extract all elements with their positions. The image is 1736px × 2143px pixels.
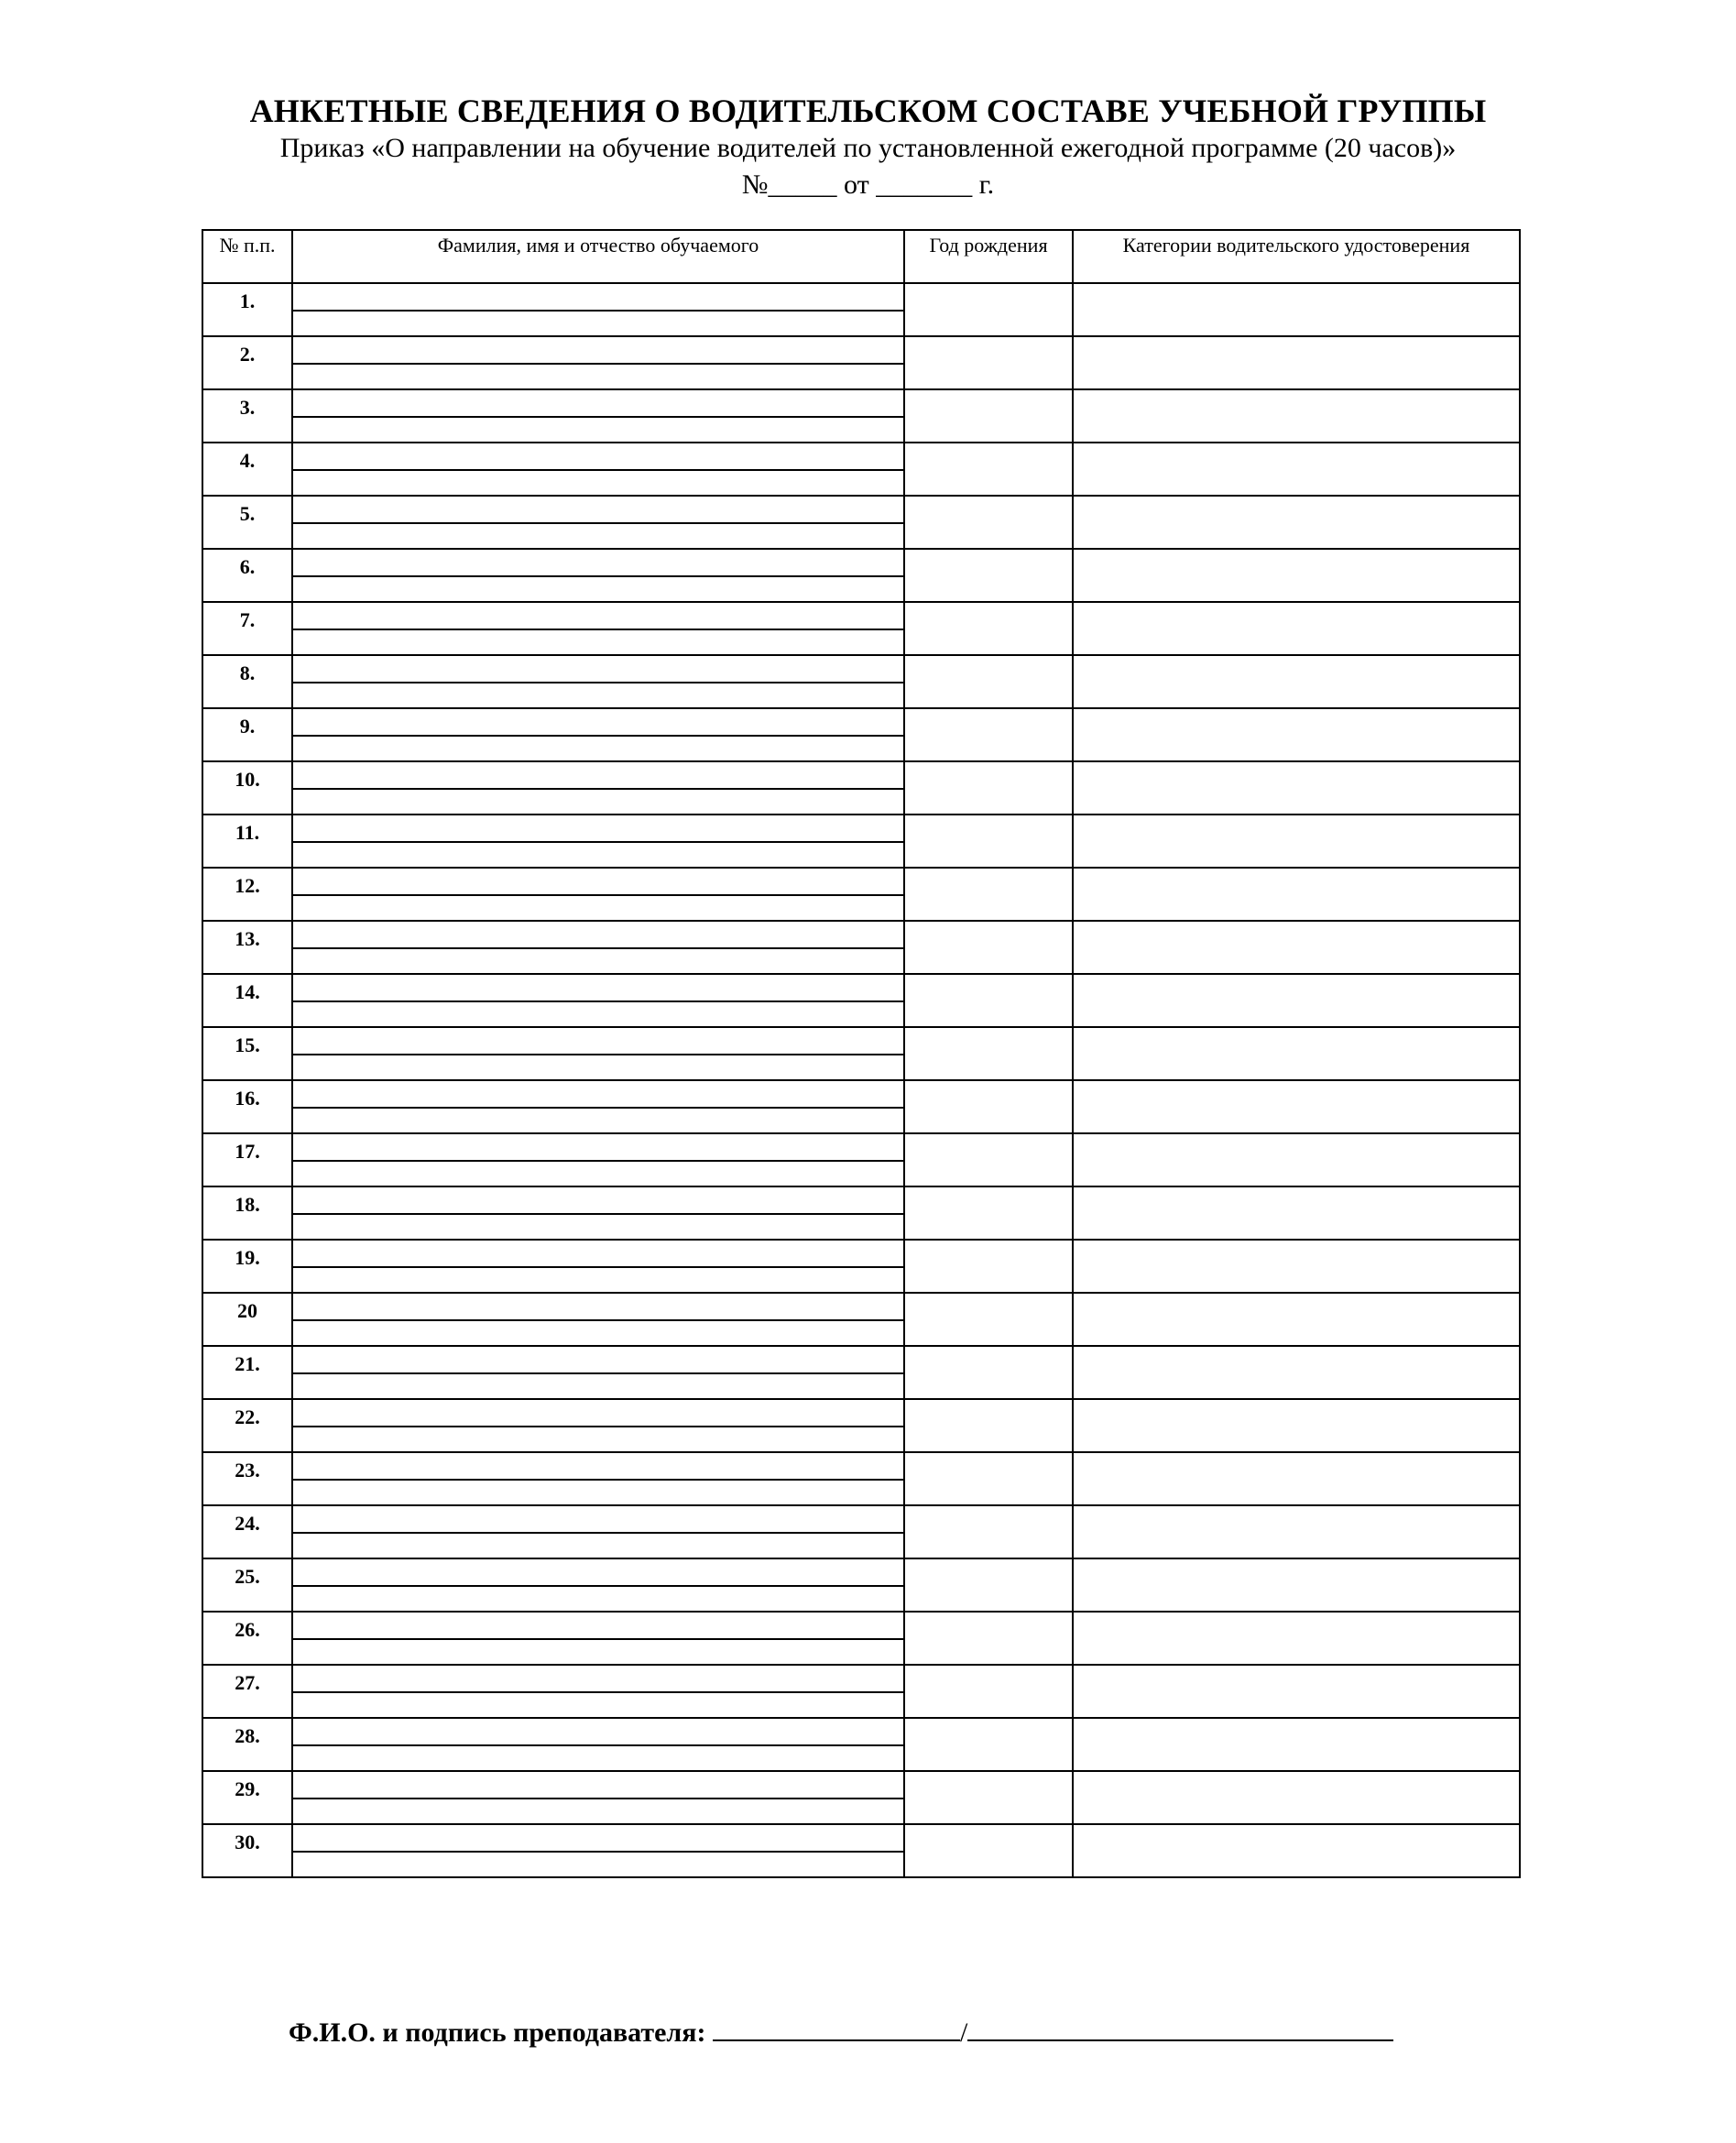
row-number: 20 <box>202 1293 292 1346</box>
birth-year-cell[interactable] <box>904 1399 1073 1452</box>
license-categories-cell[interactable] <box>1073 1452 1520 1505</box>
fullname-cell[interactable] <box>292 1399 904 1452</box>
fullname-cell[interactable] <box>292 1027 904 1080</box>
table-row <box>202 761 1520 815</box>
fullname-cell[interactable] <box>292 549 904 602</box>
fullname-divider <box>293 841 903 843</box>
fullname-cell[interactable] <box>292 336 904 389</box>
license-categories-cell[interactable] <box>1073 1133 1520 1186</box>
license-categories-cell[interactable] <box>1073 1612 1520 1665</box>
fullname-divider <box>293 1851 903 1853</box>
row-number: 4. <box>202 443 292 496</box>
row-number: 5. <box>202 496 292 549</box>
license-categories-cell[interactable] <box>1073 655 1520 708</box>
table-row <box>202 1824 1520 1877</box>
fullname-divider <box>293 1585 903 1587</box>
birth-year-cell[interactable] <box>904 1240 1073 1293</box>
birth-year-cell[interactable] <box>904 921 1073 974</box>
fullname-field[interactable] <box>967 2014 1393 2041</box>
fullname-cell[interactable] <box>292 974 904 1027</box>
table-header-row <box>202 230 1520 283</box>
fullname-cell[interactable] <box>292 443 904 496</box>
birth-year-cell[interactable] <box>904 336 1073 389</box>
license-categories-cell[interactable] <box>1073 708 1520 761</box>
fullname-divider <box>293 947 903 949</box>
row-number: 6. <box>202 549 292 602</box>
table-row <box>202 1186 1520 1240</box>
signature-separator: / <box>959 2017 968 2048</box>
license-categories-cell[interactable] <box>1073 496 1520 549</box>
fullname-divider <box>293 1372 903 1374</box>
birth-year-cell[interactable] <box>904 1824 1073 1877</box>
column-header-number: № п.п. <box>202 230 292 283</box>
birth-year-cell[interactable] <box>904 1133 1073 1186</box>
table-row <box>202 1027 1520 1080</box>
row-number: 17. <box>202 1133 292 1186</box>
row-number: 10. <box>202 761 292 815</box>
fullname-divider <box>293 1000 903 1002</box>
fullname-cell[interactable] <box>292 761 904 815</box>
fullname-cell[interactable] <box>292 1452 904 1505</box>
license-categories-cell[interactable] <box>1073 1346 1520 1399</box>
signature-field[interactable] <box>713 2014 960 2041</box>
fullname-divider <box>293 894 903 896</box>
license-categories-cell[interactable] <box>1073 1771 1520 1824</box>
row-number: 25. <box>202 1558 292 1612</box>
license-categories-cell[interactable] <box>1073 1399 1520 1452</box>
row-number: 22. <box>202 1399 292 1452</box>
fullname-cell[interactable] <box>292 283 904 336</box>
fullname-cell[interactable] <box>292 1612 904 1665</box>
fullname-cell[interactable] <box>292 921 904 974</box>
license-categories-cell[interactable] <box>1073 1824 1520 1877</box>
table-row <box>202 336 1520 389</box>
fullname-divider <box>293 1213 903 1215</box>
order-number-line: №_____ от _______ г. <box>741 169 995 200</box>
row-number: 3. <box>202 389 292 443</box>
table-row <box>202 1771 1520 1824</box>
table-row <box>202 1240 1520 1293</box>
birth-year-cell[interactable] <box>904 1771 1073 1824</box>
fullname-divider <box>293 1638 903 1640</box>
fullname-divider <box>293 575 903 577</box>
license-categories-cell[interactable] <box>1073 1665 1520 1718</box>
license-categories-cell[interactable] <box>1073 443 1520 496</box>
row-number: 15. <box>202 1027 292 1080</box>
fullname-divider <box>293 1744 903 1746</box>
table-row <box>202 1505 1520 1558</box>
birth-year-cell[interactable] <box>904 708 1073 761</box>
table-row <box>202 443 1520 496</box>
birth-year-cell[interactable] <box>904 283 1073 336</box>
row-number: 26. <box>202 1612 292 1665</box>
birth-year-cell[interactable] <box>904 1293 1073 1346</box>
fullname-divider <box>293 1479 903 1481</box>
birth-year-cell[interactable] <box>904 655 1073 708</box>
table-body <box>202 283 1520 1877</box>
table-row <box>202 1080 1520 1133</box>
fullname-cell[interactable] <box>292 602 904 655</box>
license-categories-cell[interactable] <box>1073 868 1520 921</box>
row-number: 13. <box>202 921 292 974</box>
fullname-cell[interactable] <box>292 1240 904 1293</box>
license-categories-cell[interactable] <box>1073 815 1520 868</box>
license-categories-cell[interactable] <box>1073 549 1520 602</box>
birth-year-cell[interactable] <box>904 602 1073 655</box>
birth-year-cell[interactable] <box>904 1186 1073 1240</box>
license-categories-cell[interactable] <box>1073 1080 1520 1133</box>
fullname-cell[interactable] <box>292 1505 904 1558</box>
fullname-cell[interactable] <box>292 1824 904 1877</box>
license-categories-cell[interactable] <box>1073 1186 1520 1240</box>
column-header-license-categories: Категории водительского удостоверения <box>1073 230 1520 283</box>
column-header-birth-year: Год рождения <box>904 230 1073 283</box>
birth-year-cell[interactable] <box>904 1452 1073 1505</box>
fullname-divider <box>293 310 903 312</box>
license-categories-cell[interactable] <box>1073 283 1520 336</box>
birth-year-cell[interactable] <box>904 1027 1073 1080</box>
row-number: 23. <box>202 1452 292 1505</box>
fullname-divider <box>293 1691 903 1693</box>
row-number: 18. <box>202 1186 292 1240</box>
fullname-cell[interactable] <box>292 1346 904 1399</box>
table-row <box>202 1399 1520 1452</box>
birth-year-cell[interactable] <box>904 496 1073 549</box>
table-row <box>202 868 1520 921</box>
table-row <box>202 496 1520 549</box>
fullname-divider <box>293 629 903 630</box>
row-number: 16. <box>202 1080 292 1133</box>
fullname-divider <box>293 682 903 683</box>
fullname-cell[interactable] <box>292 1771 904 1824</box>
row-number: 29. <box>202 1771 292 1824</box>
birth-year-cell[interactable] <box>904 868 1073 921</box>
fullname-cell[interactable] <box>292 496 904 549</box>
birth-year-cell[interactable] <box>904 1718 1073 1771</box>
row-number: 12. <box>202 868 292 921</box>
fullname-cell[interactable] <box>292 868 904 921</box>
fullname-divider <box>293 788 903 790</box>
license-categories-cell[interactable] <box>1073 974 1520 1027</box>
license-categories-cell[interactable] <box>1073 1293 1520 1346</box>
drivers-table <box>202 229 1521 1878</box>
fullname-divider <box>293 1319 903 1321</box>
birth-year-cell[interactable] <box>904 1612 1073 1665</box>
table-row <box>202 1612 1520 1665</box>
fullname-cell[interactable] <box>292 1133 904 1186</box>
table-row <box>202 708 1520 761</box>
fullname-cell[interactable] <box>292 708 904 761</box>
fullname-divider <box>293 1160 903 1162</box>
license-categories-cell[interactable] <box>1073 921 1520 974</box>
row-number: 19. <box>202 1240 292 1293</box>
license-categories-cell[interactable] <box>1073 602 1520 655</box>
birth-year-cell[interactable] <box>904 1558 1073 1612</box>
license-categories-cell[interactable] <box>1073 1505 1520 1558</box>
row-number: 8. <box>202 655 292 708</box>
fullname-cell[interactable] <box>292 1665 904 1718</box>
table-row <box>202 921 1520 974</box>
fullname-divider <box>293 1054 903 1055</box>
fullname-divider <box>293 735 903 737</box>
license-categories-cell[interactable] <box>1073 1718 1520 1771</box>
license-categories-cell[interactable] <box>1073 1558 1520 1612</box>
row-number: 21. <box>202 1346 292 1399</box>
fullname-cell[interactable] <box>292 815 904 868</box>
birth-year-cell[interactable] <box>904 1665 1073 1718</box>
table-row <box>202 1133 1520 1186</box>
birth-year-cell[interactable] <box>904 389 1073 443</box>
birth-year-cell[interactable] <box>904 1505 1073 1558</box>
table-row <box>202 1558 1520 1612</box>
table-row <box>202 1718 1520 1771</box>
row-number: 24. <box>202 1505 292 1558</box>
row-number: 7. <box>202 602 292 655</box>
fullname-divider <box>293 522 903 524</box>
birth-year-cell[interactable] <box>904 1346 1073 1399</box>
table-row <box>202 655 1520 708</box>
fullname-divider <box>293 1426 903 1427</box>
birth-year-cell[interactable] <box>904 815 1073 868</box>
table-row <box>202 602 1520 655</box>
column-header-fullname: Фамилия, имя и отчество обучаемого <box>292 230 904 283</box>
fullname-divider <box>293 416 903 418</box>
license-categories-cell[interactable] <box>1073 389 1520 443</box>
birth-year-cell[interactable] <box>904 1080 1073 1133</box>
birth-year-cell[interactable] <box>904 761 1073 815</box>
document-title: АНКЕТНЫЕ СВЕДЕНИЯ О ВОДИТЕЛЬСКОМ СОСТАВЕ УЧЕБНОЙ ГРУППЫ <box>249 93 1487 129</box>
license-categories-cell[interactable] <box>1073 336 1520 389</box>
table-row <box>202 1293 1520 1346</box>
table-row <box>202 1452 1520 1505</box>
row-number: 14. <box>202 974 292 1027</box>
table-row <box>202 815 1520 868</box>
row-number: 27. <box>202 1665 292 1718</box>
fullname-divider <box>293 1798 903 1799</box>
fullname-cell[interactable] <box>292 1293 904 1346</box>
row-number: 11. <box>202 815 292 868</box>
fullname-divider <box>293 1266 903 1268</box>
license-categories-cell[interactable] <box>1073 1240 1520 1293</box>
row-number: 1. <box>202 283 292 336</box>
row-number: 28. <box>202 1718 292 1771</box>
order-subtitle: Приказ «О направлении на обучение водителей по установленной ежегодной программе (20 часов)» <box>279 133 1457 163</box>
row-number: 2. <box>202 336 292 389</box>
fullname-divider <box>293 469 903 471</box>
fullname-cell[interactable] <box>292 1080 904 1133</box>
signature-label: Ф.И.О. и подпись преподавателя: <box>289 2017 706 2048</box>
fullname-cell[interactable] <box>292 1558 904 1612</box>
table-row <box>202 974 1520 1027</box>
table-row <box>202 549 1520 602</box>
fullname-divider <box>293 1532 903 1534</box>
fullname-cell[interactable] <box>292 1186 904 1240</box>
table-row <box>202 1665 1520 1718</box>
license-categories-cell[interactable] <box>1073 761 1520 815</box>
birth-year-cell[interactable] <box>904 549 1073 602</box>
row-number: 9. <box>202 708 292 761</box>
birth-year-cell[interactable] <box>904 974 1073 1027</box>
table-row <box>202 283 1520 336</box>
teacher-signature-line <box>289 2014 1393 2049</box>
fullname-cell[interactable] <box>292 655 904 708</box>
fullname-divider <box>293 363 903 365</box>
table-row <box>202 1346 1520 1399</box>
fullname-divider <box>293 1107 903 1109</box>
license-categories-cell[interactable] <box>1073 1027 1520 1080</box>
fullname-cell[interactable] <box>292 389 904 443</box>
row-number: 30. <box>202 1824 292 1877</box>
table-row <box>202 389 1520 443</box>
birth-year-cell[interactable] <box>904 443 1073 496</box>
fullname-cell[interactable] <box>292 1718 904 1771</box>
